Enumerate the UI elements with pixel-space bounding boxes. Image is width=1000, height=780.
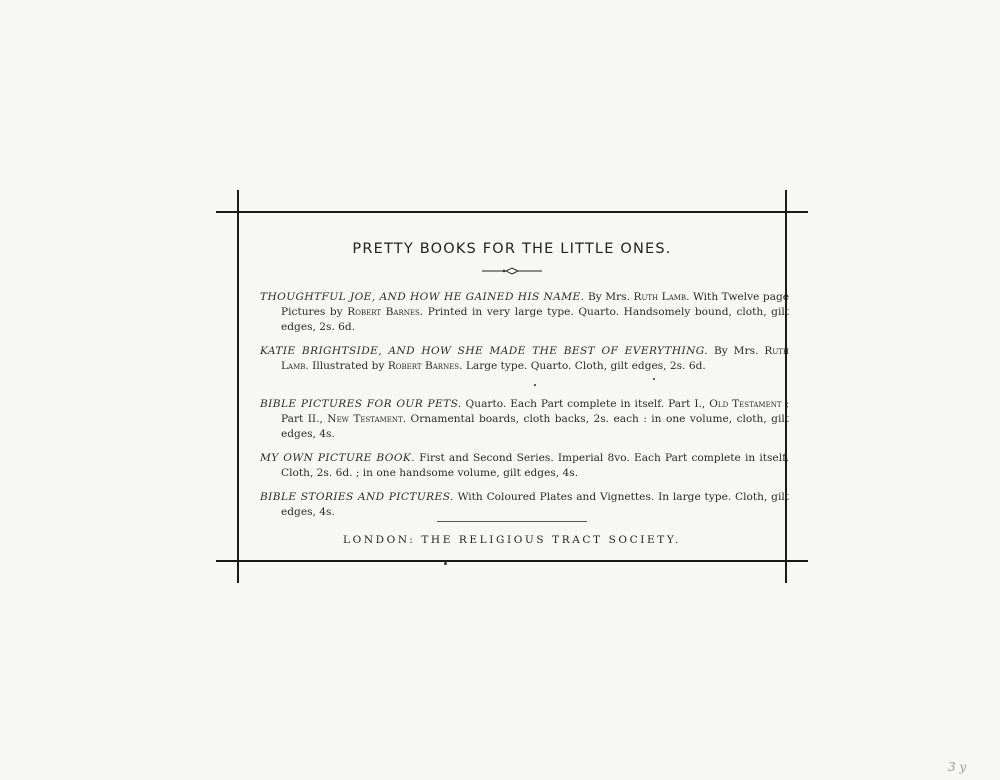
page-title: PRETTY BOOKS FOR THE LITTLE ONES. (352, 241, 672, 257)
book-entry-5: BIBLE STORIES AND PICTURES. With Coloured Plates and Vignettes. In large type. Cloth, gilt edges, 4s. (260, 491, 789, 519)
ornament-divider (482, 267, 542, 275)
ink-speck (534, 384, 536, 386)
book-entry-3: BIBLE PICTURES FOR OUR PETS. Quarto. Each Part complete in itself. Part I., Old Testament ; Part II., New Testament. Ornamental boards, cloth backs, 2s. each : in one volume, cloth, gilt edges, 4s. (260, 398, 790, 441)
ink-speck (653, 378, 655, 380)
publisher-footer: LONDON: THE RELIGIOUS TRACT SOCIETY. (343, 534, 681, 546)
frame-bottom-rule (216, 560, 808, 562)
footer-separator (437, 521, 587, 522)
book-entry-1: THOUGHTFUL JOE, AND HOW HE GAINED HIS NAME. By Mrs. Ruth Lamb. With Twelve page Pictures by Robert Barnes. Printed in very large type. Quarto. Handsomely bound, cloth, gilt edges, 2s. 6d. (260, 291, 789, 334)
book-title: THOUGHTFUL JOE, AND HOW HE GAINED HIS NAME. (260, 291, 585, 303)
book-entry-2: KATIE BRIGHTSIDE, AND HOW SHE MADE THE BEST OF EVERYTHING. By Mrs. Ruth Lamb. Illustrated by Robert Barnes. Large type. Quarto. Cloth, gilt edges, 2s. 6d. (260, 345, 789, 373)
advertisement-panel (239, 214, 790, 560)
book-title: BIBLE PICTURES FOR OUR PETS. (260, 398, 462, 410)
pencil-mark: 3 y (948, 760, 967, 774)
book-title: KATIE BRIGHTSIDE, AND HOW SHE MADE THE BEST OF EVERYTHING. (260, 345, 709, 357)
book-title: BIBLE STORIES AND PICTURES. (260, 491, 454, 503)
ink-speck (444, 562, 447, 565)
book-entry-4: MY OWN PICTURE BOOK. First and Second Series. Imperial 8vo. Each Part complete in itself. Cloth, 2s. 6d. ; in one handsome volume, gilt edges, 4s. (260, 452, 790, 480)
frame-right-rule (785, 190, 787, 583)
book-title: MY OWN PICTURE BOOK. (260, 452, 416, 464)
frame-top-rule (216, 211, 808, 213)
